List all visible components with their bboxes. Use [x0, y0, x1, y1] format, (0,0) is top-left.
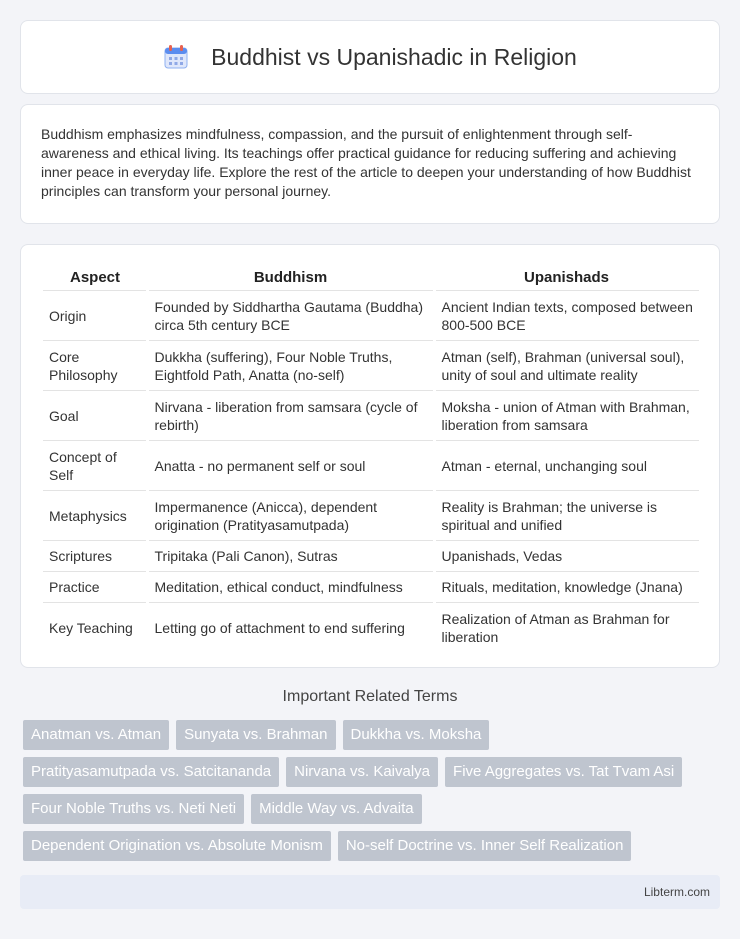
table-cell: Ancient Indian texts, composed between 800-500 BCE — [434, 291, 699, 341]
table-row — [43, 572, 699, 603]
table-cell: Tripitaka (Pali Canon), Sutras — [147, 541, 434, 572]
table-cell: Meditation, ethical conduct, mindfulness — [147, 572, 434, 603]
footer-brand-link[interactable]: Libterm.com — [643, 885, 710, 899]
related-term-tag[interactable]: Dependent Origination vs. Absolute Monism — [23, 831, 331, 861]
comparison-table-card — [20, 244, 720, 668]
table-row — [43, 541, 699, 572]
table-cell: Key Teaching — [43, 603, 147, 653]
table-cell: Metaphysics — [43, 491, 147, 541]
related-term-tag[interactable]: Anatman vs. Atman — [23, 720, 169, 750]
header-buddhism: Buddhism — [253, 269, 328, 286]
table-row — [43, 341, 699, 391]
page-title: Buddhist vs Upanishadic in Religion — [211, 43, 577, 70]
calendar-icon — [163, 44, 189, 70]
table-row — [43, 291, 699, 341]
related-term-tag[interactable]: Four Noble Truths vs. Neti Neti — [23, 794, 244, 824]
tag-row — [23, 720, 723, 750]
table-cell: Core Philosophy — [43, 341, 147, 391]
table-cell: Practice — [43, 572, 147, 603]
related-term-tag[interactable]: Nirvana vs. Kaivalya — [286, 757, 438, 787]
table-cell: Concept of Self — [43, 441, 147, 491]
table-header-row — [43, 265, 699, 291]
related-terms-list — [23, 720, 723, 868]
table-cell: Goal — [43, 391, 147, 441]
title-card — [20, 20, 720, 94]
tag-row — [23, 794, 723, 824]
related-term-tag[interactable]: Middle Way vs. Advaita — [251, 794, 422, 824]
table-row — [43, 491, 699, 541]
table-cell: Origin — [43, 291, 147, 341]
table-cell: Scriptures — [43, 541, 147, 572]
intro-text: Buddhism emphasizes mindfulness, compassion, and the pursuit of enlightenment through self-awareness and ethical living. Its teachings offer practical guidance for reducing suffering and achieving inner peace in everyday life. Explore the rest of the article to deepen your understanding of how Buddhist principles can transform your personal journey. — [41, 126, 691, 199]
footer — [20, 875, 720, 909]
table-cell: Realization of Atman as Brahman for liberation — [434, 603, 699, 653]
table-cell: Anatta - no permanent self or soul — [147, 441, 434, 491]
table-row — [43, 441, 699, 491]
table-cell: Atman - eternal, unchanging soul — [434, 441, 699, 491]
related-term-tag[interactable]: Pratityasamutpada vs. Satcitananda — [23, 757, 279, 787]
related-term-tag[interactable]: Sunyata vs. Brahman — [176, 720, 335, 750]
tag-row — [23, 831, 723, 861]
table-cell: Nirvana - liberation from samsara (cycle of rebirth) — [147, 391, 434, 441]
table-cell: Dukkha (suffering), Four Noble Truths, Eightfold Path, Anatta (no-self) — [147, 341, 434, 391]
table-cell: Rituals, meditation, knowledge (Jnana) — [434, 572, 699, 603]
table-cell: Upanishads, Vedas — [434, 541, 699, 572]
table-cell: Reality is Brahman; the universe is spiritual and unified — [434, 491, 699, 541]
header-upanishads: Upanishads — [523, 269, 610, 286]
related-term-tag[interactable]: Five Aggregates vs. Tat Tvam Asi — [445, 757, 682, 787]
table-cell: Impermanence (Anicca), dependent origination (Pratityasamutpada) — [147, 491, 434, 541]
table-row — [43, 603, 699, 653]
related-term-tag[interactable]: No-self Doctrine vs. Inner Self Realization — [338, 831, 632, 861]
comparison-table — [43, 265, 699, 653]
intro-card — [20, 104, 720, 224]
related-term-tag[interactable]: Dukkha vs. Moksha — [343, 720, 490, 750]
table-row — [43, 391, 699, 441]
related-terms-title: Important Related Terms — [282, 688, 458, 705]
table-cell: Letting go of attachment to end suffering — [147, 603, 434, 653]
table-cell: Moksha - union of Atman with Brahman, liberation from samsara — [434, 391, 699, 441]
header-aspect: Aspect — [69, 269, 121, 286]
table-cell: Atman (self), Brahman (universal soul), unity of soul and ultimate reality — [434, 341, 699, 391]
tag-row — [23, 757, 723, 787]
table-cell: Founded by Siddhartha Gautama (Buddha) circa 5th century BCE — [147, 291, 434, 341]
